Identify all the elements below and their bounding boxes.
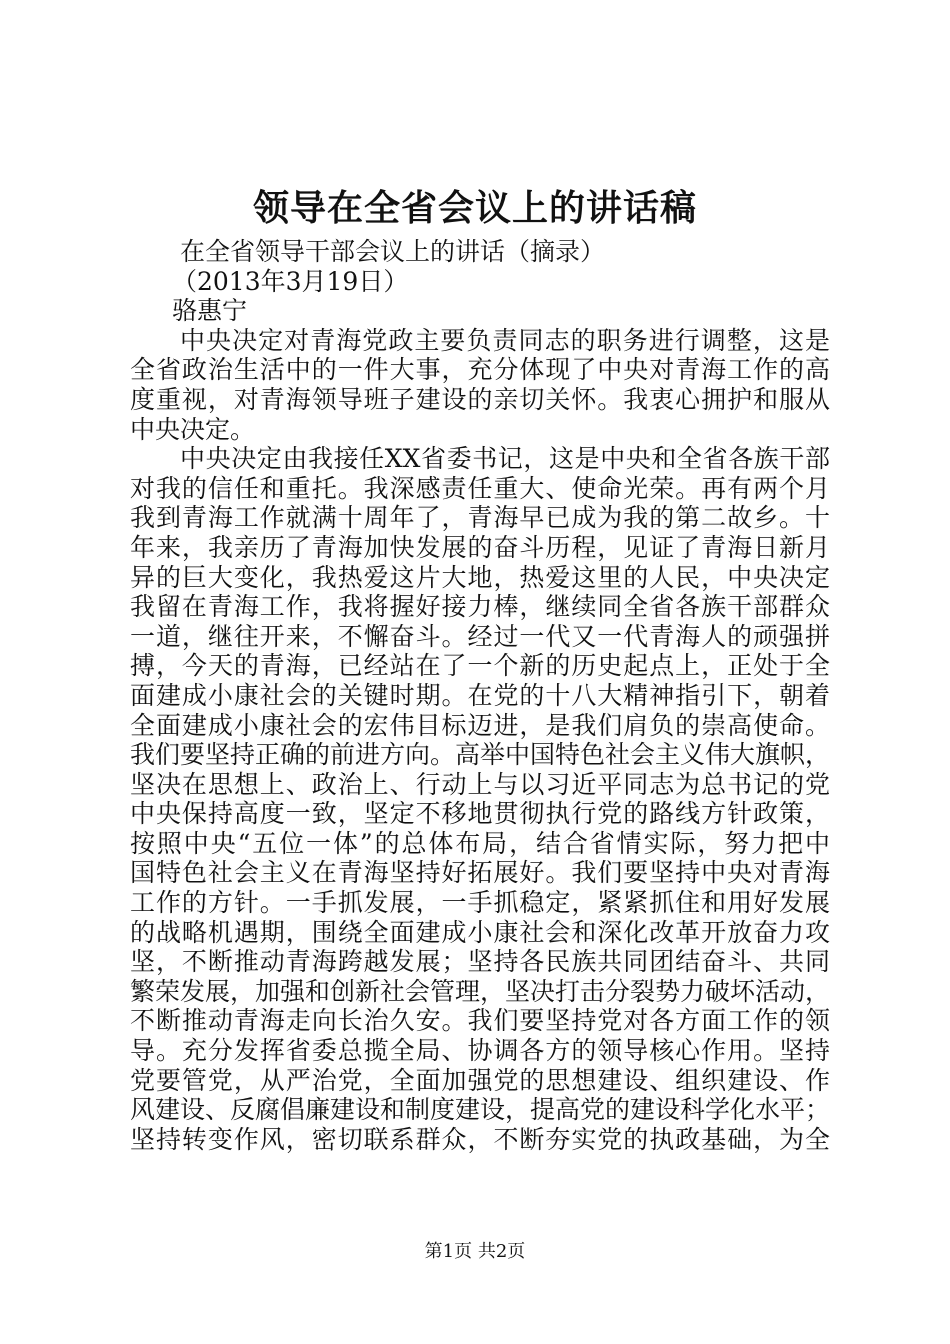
text-line: 工作的方针。一手抓发展，一手抓稳定，紧紧抓住和用好发展: [130, 888, 830, 918]
text-line: 按照中央“五位一体”的总体布局，结合省情实际，努力把中: [130, 828, 830, 858]
document-body: [130, 237, 830, 1154]
paragraph-2: [130, 444, 830, 1154]
text-line: 中央决定对青海党政主要负责同志的职务进行调整，这是: [180, 325, 830, 355]
text-line: 坚决在思想上、政治上、行动上与以习近平同志为总书记的党: [130, 769, 830, 799]
text-line: 面建成小康社会的关键时期。在党的十八大精神指引下，朝着: [130, 680, 830, 710]
text-line: 全面建成小康社会的宏伟目标迈进，是我们肩负的崇高使命。: [130, 710, 830, 740]
text-line: 中央保持高度一致，坚定不移地贯彻执行党的路线方针政策，: [130, 799, 830, 829]
document-title: 领导在全省会议上的讲话稿: [252, 187, 697, 229]
page-number-footer: 第1页 共2页: [424, 1241, 526, 1262]
text-line: 度重视，对青海领导班子建设的亲切关怀。我衷心拥护和服从: [130, 384, 830, 414]
text-line: 风建设、反腐倡廉建设和制度建设，提高党的建设科学化水平；: [130, 1095, 830, 1125]
text-line: 坚持转变作风，密切联系群众，不断夯实党的执政基础，为全: [130, 1124, 830, 1154]
paragraph-1: [130, 326, 830, 444]
text-line: 异的巨大变化，我热爱这片大地，热爱这里的人民，中央决定: [130, 562, 830, 592]
text-line: 党要管党，从严治党，全面加强党的思想建设、组织建设、作: [130, 1065, 830, 1095]
text-line: 一道，继往开来，不懈奋斗。经过一代又一代青海人的顽强拼: [130, 621, 830, 651]
text-line: 繁荣发展，加强和创新社会管理，坚决打击分裂势力破坏活动，: [130, 976, 830, 1006]
text-line: 导。充分发挥省委总揽全局、协调各方的领导核心作用。坚持: [130, 1036, 830, 1066]
text-line: 全省政治生活中的一件大事，充分体现了中央对青海工作的高: [130, 355, 830, 385]
text-line: 年来，我亲历了青海加快发展的奋斗历程，见证了青海日新月: [130, 532, 830, 562]
text-line: 中央决定由我接任XX省委书记，这是中央和全省各族干部: [180, 444, 830, 474]
text-line: 我到青海工作就满十周年了，青海早已成为我的第二故乡。十: [130, 503, 830, 533]
speech-subtitle: 在全省领导干部会议上的讲话（摘录）: [180, 237, 606, 266]
text-line: 不断推动青海走向长治久安。我们要坚持党对各方面工作的领: [130, 1006, 830, 1036]
text-line: 国特色社会主义在青海坚持好拓展好。我们要坚持中央对青海: [130, 858, 830, 888]
speech-date: （2013年3月19日）: [172, 266, 409, 296]
text-line: 的战略机遇期，围绕全面建成小康社会和深化改革开放奋力攻: [130, 917, 830, 947]
text-line: 我留在青海工作，我将握好接力棒，继续同全省各族干部群众: [130, 592, 830, 622]
speech-author: 骆惠宁: [172, 296, 248, 326]
text-line: 中央决定。: [130, 414, 256, 444]
text-line: 搏，今天的青海，已经站在了一个新的历史起点上，正处于全: [130, 651, 830, 681]
text-line: 我们要坚持正确的前进方向。高举中国特色社会主义伟大旗帜，: [130, 740, 830, 770]
text-line: 坚，不断推动青海跨越发展；坚持各民族共同团结奋斗、共同: [130, 947, 830, 977]
text-line: 对我的信任和重托。我深感责任重大、使命光荣。再有两个月: [130, 473, 830, 503]
